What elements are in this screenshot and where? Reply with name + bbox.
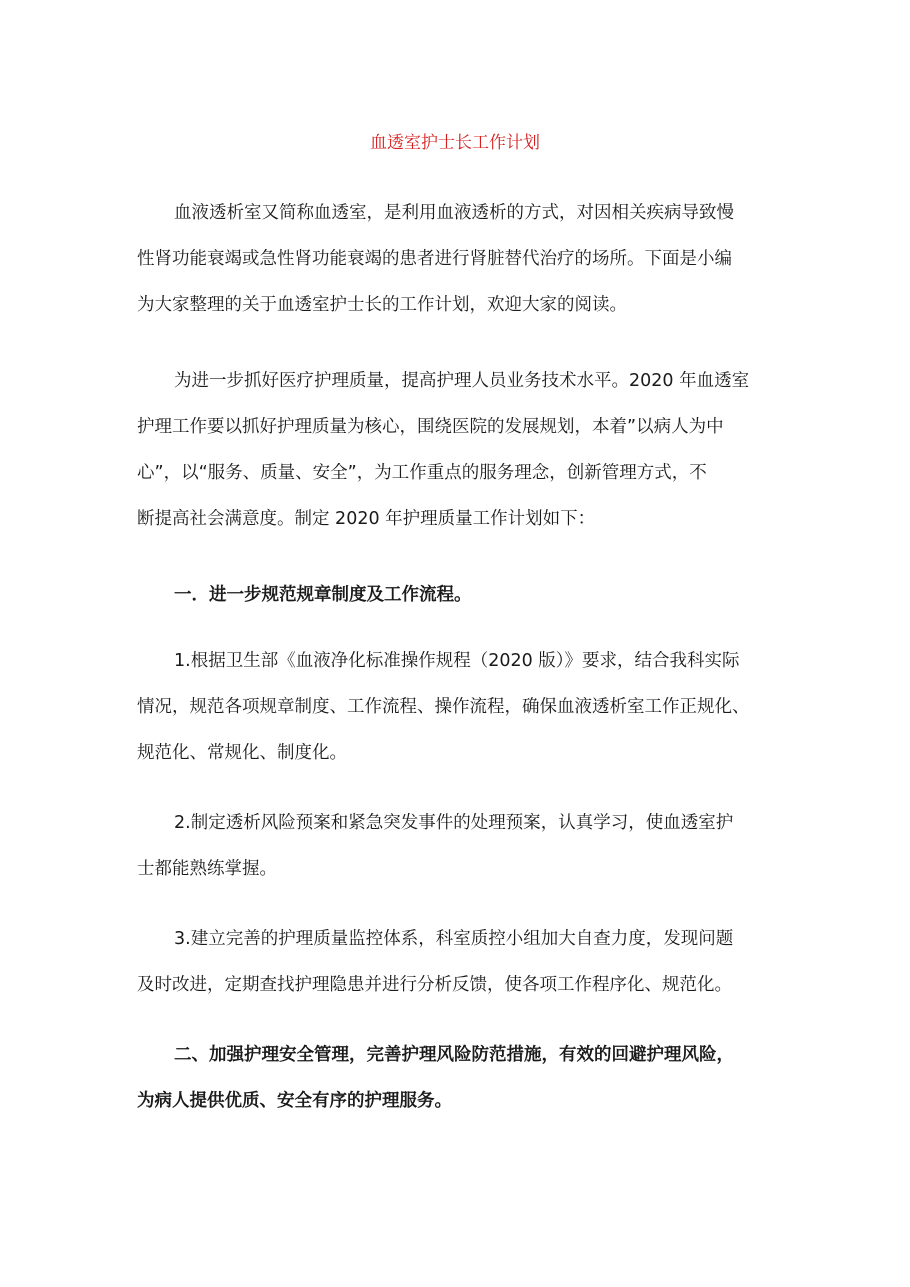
list-item-3 [137,916,787,1008]
text-line: 为进一步抓好医疗护理质量，提高护理人员业务技术水平。2020 年血透室 [174,371,750,391]
text-line: 情况，规范各项规章制度、工作流程、操作流程，确保血液透析室工作正规化、 [137,697,750,717]
list-item-1 [137,638,787,776]
heading-text: 二、加强护理安全管理，完善护理风险防范措施，有效的回避护理风险， [174,1045,734,1065]
text-line: 护理工作要以抓好护理质量为核心，围绕医院的发展规划，本着”以病人为中 [137,417,724,437]
text-line: 断提高社会满意度。制定 2020 年护理质量工作计划如下： [137,509,596,529]
text-line: 3.建立完善的护理质量监控体系，科室质控小组加大自查力度，发现问题 [174,929,734,949]
text-line: 1.根据卫生部《血液净化标准操作规程（2020 版）》要求，结合我科实际 [174,651,740,671]
heading-text: 一．进一步规范规章制度及工作流程。 [174,585,472,605]
plan-overview-paragraph [137,358,787,542]
list-item-2 [137,800,787,892]
text-line: 及时改进，定期查找护理隐患并进行分析反馈，使各项工作程序化、规范化。 [137,975,732,995]
intro-paragraph [137,190,787,328]
text-line: 规范化、常规化、制度化。 [137,743,347,763]
section-heading-1 [137,572,787,618]
text-line: 为大家整理的关于血透室护士长的工作计划，欢迎大家的阅读。 [137,295,627,315]
text-line: 心”，以“服务、质量、安全”，为工作重点的服务理念，创新管理方式，不 [137,463,707,483]
section-heading-2 [137,1032,787,1124]
heading-text: 为病人提供优质、安全有序的护理服务。 [137,1091,452,1111]
text-line: 性肾功能衰竭或急性肾功能衰竭的患者进行肾脏替代治疗的场所。下面是小编 [137,249,732,269]
text-line: 2.制定透析风险预案和紧急突发事件的处理预案，认真学习，使血透室护 [174,813,734,833]
text-line: 血液透析室又简称血透室，是利用血液透析的方式，对因相关疾病导致慢 [174,203,734,223]
text-line: 士都能熟练掌握。 [137,859,277,879]
document-title: 血透室护士长工作计划 [370,133,540,153]
